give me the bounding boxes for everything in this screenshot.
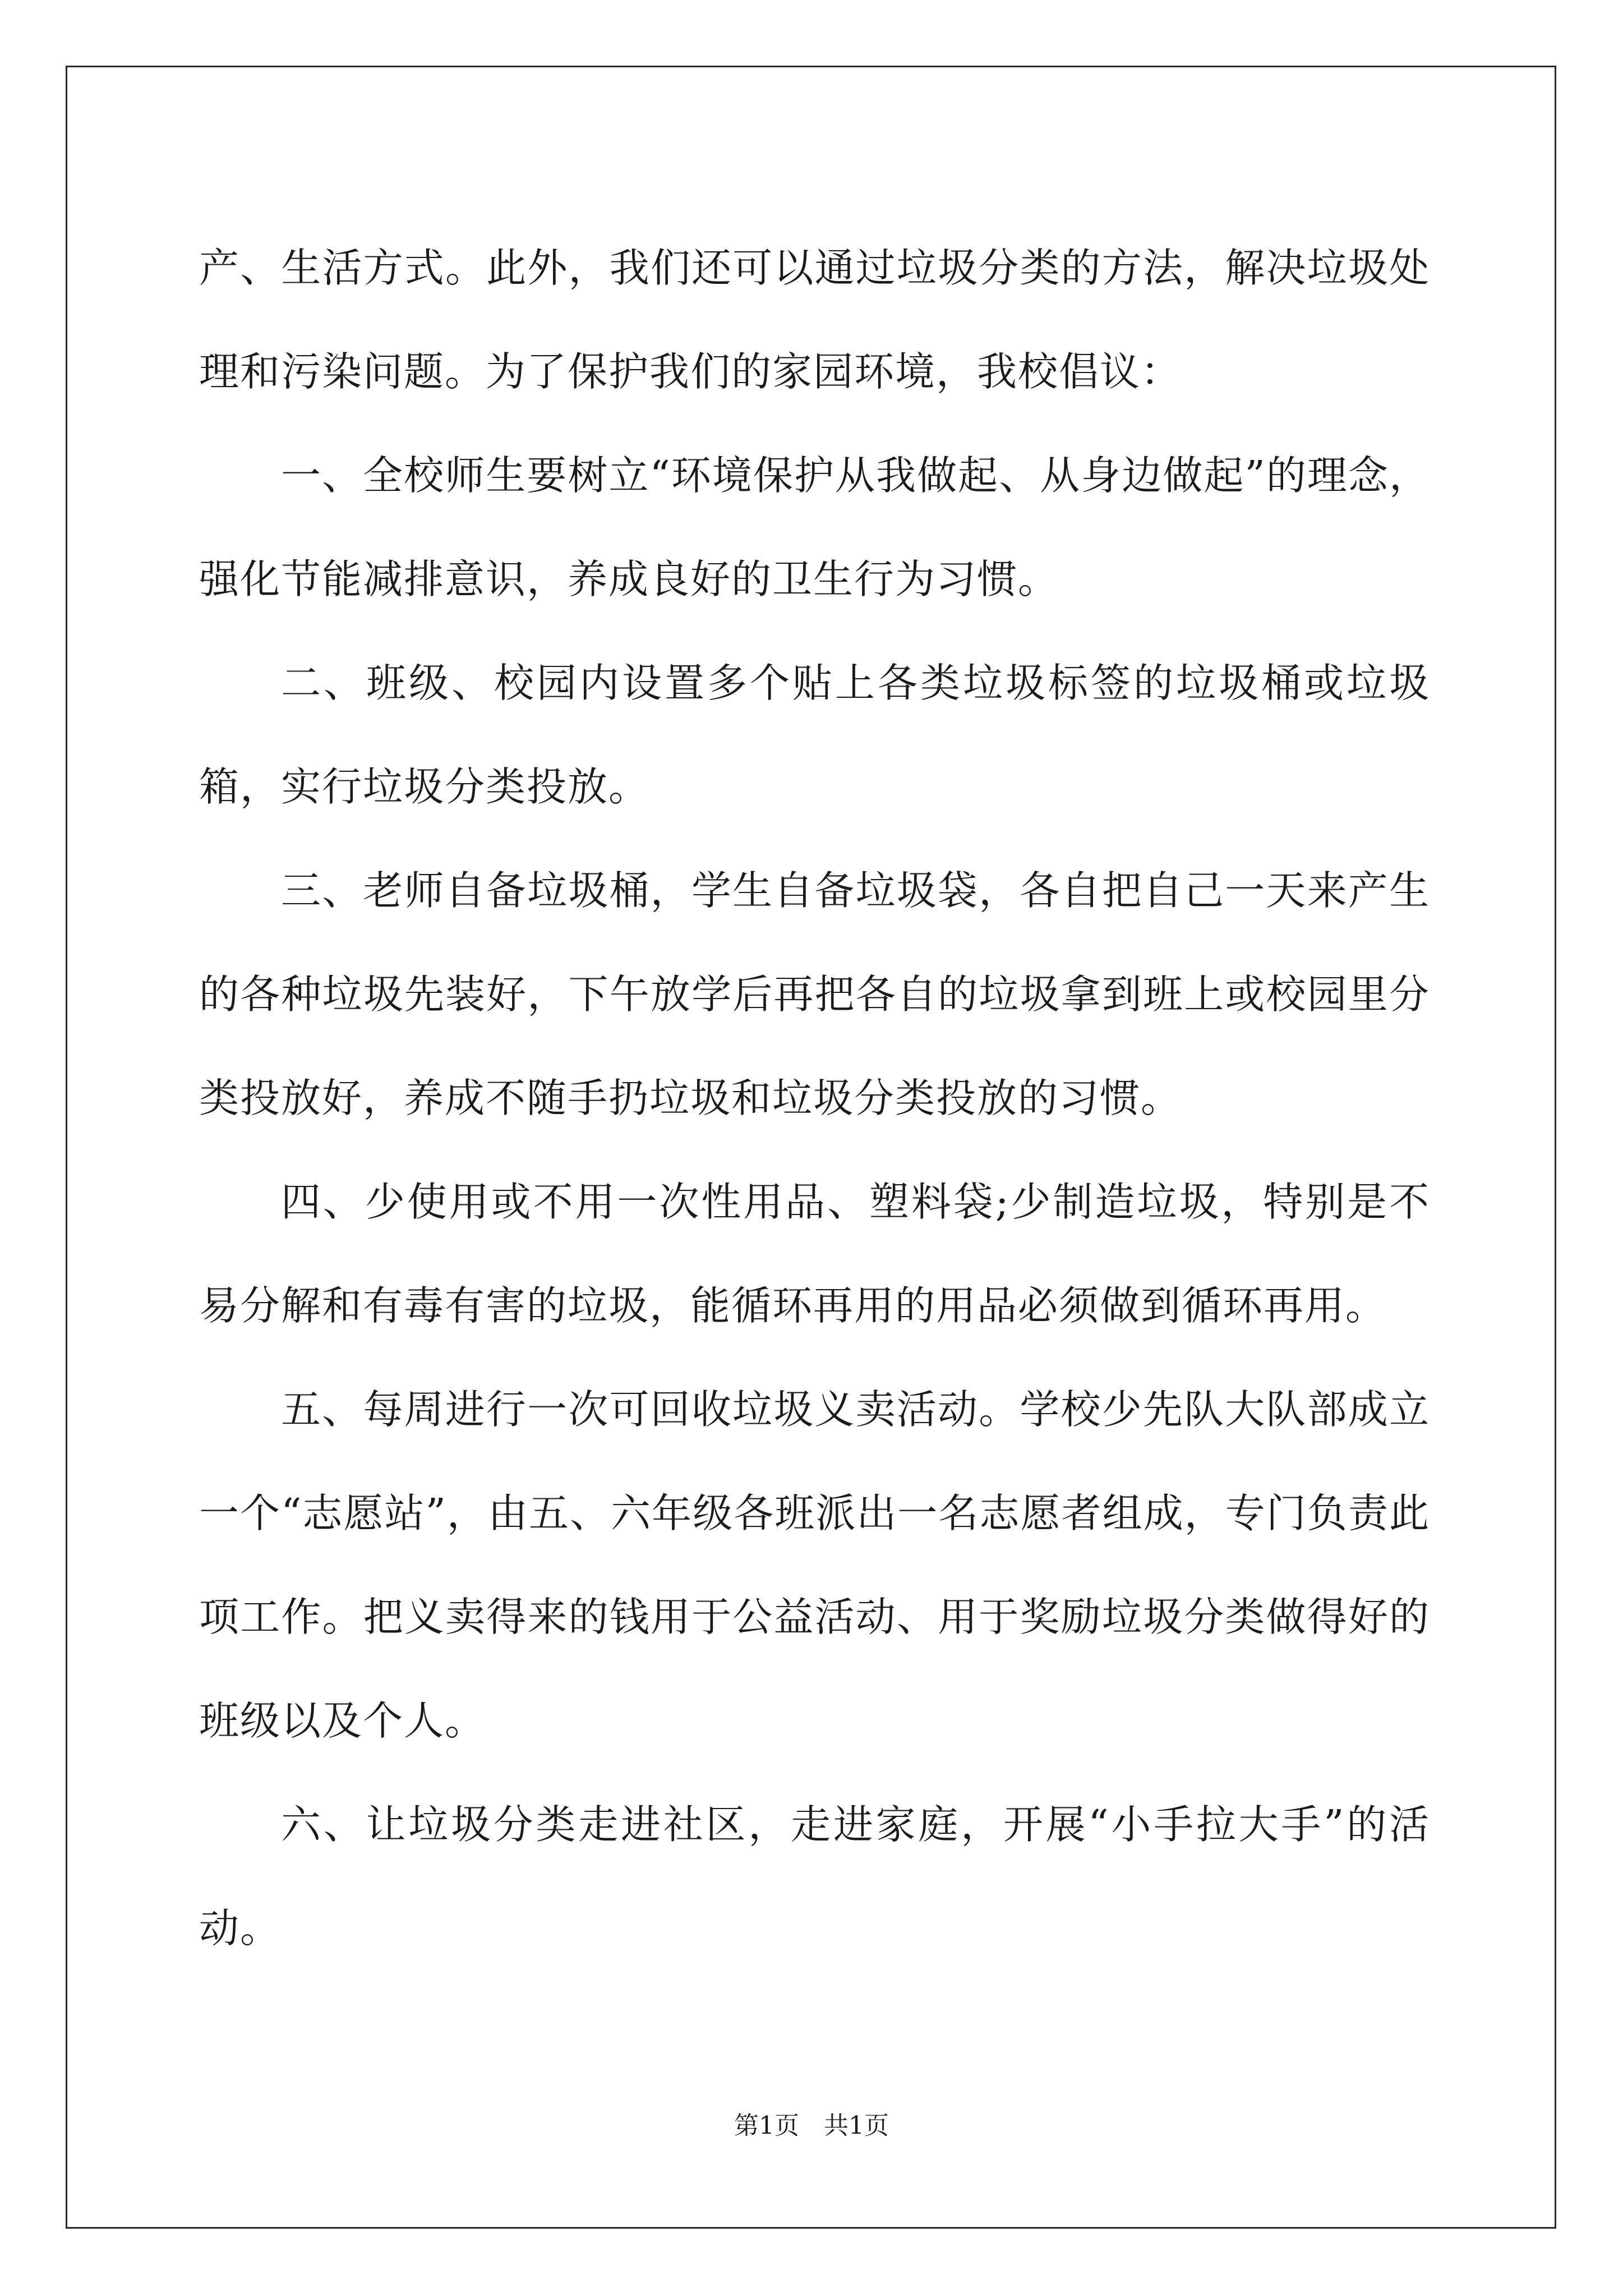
paragraph-item-6: 六、让垃圾分类走进社区，走进家庭，开展“小手拉大手”的活动。 — [199, 1801, 1430, 1952]
paragraph-item-3: 三、老师自备垃圾桶，学生自备垃圾袋，各自把自己一天来产生的各种垃圾先装好，下午放学后再把各自的垃圾拿到班上或校园里分类投放好，养成不随手扔垃圾和垃圾分类投放的习惯。 — [199, 867, 1430, 1121]
page-number-footer: 第1页 共1页 — [734, 2111, 889, 2140]
paragraph-item-1: 一、全校师生要树立“环境保护从我做起、从身边做起”的理念，强化节能减排意识，养成良好的卫生行为习惯。 — [199, 452, 1430, 602]
paragraph-intro: 产、生活方式。此外，我们还可以通过垃圾分类的方法，解决垃圾处理和污染问题。为了保护我们的家园环境，我校倡议： — [199, 245, 1430, 395]
paragraph-item-5: 五、每周进行一次可回收垃圾义卖活动。学校少先队大队部成立一个“志愿站”，由五、六年级各班派出一名志愿者组成，专门负责此项工作。把义卖得来的钱用于公益活动、用于奖励垃圾分类做得好的班级以及个人。 — [199, 1386, 1430, 1744]
paragraph-item-4: 四、少使用或不用一次性用品、塑料袋;少制造垃圾，特别是不易分解和有毒有害的垃圾，能循环再用的用品必须做到循环再用。 — [199, 1179, 1430, 1329]
document-body — [199, 216, 1430, 1980]
paragraph-item-2: 二、班级、校园内设置多个贴上各类垃圾标签的垃圾桶或垃圾箱，实行垃圾分类投放。 — [199, 660, 1430, 810]
